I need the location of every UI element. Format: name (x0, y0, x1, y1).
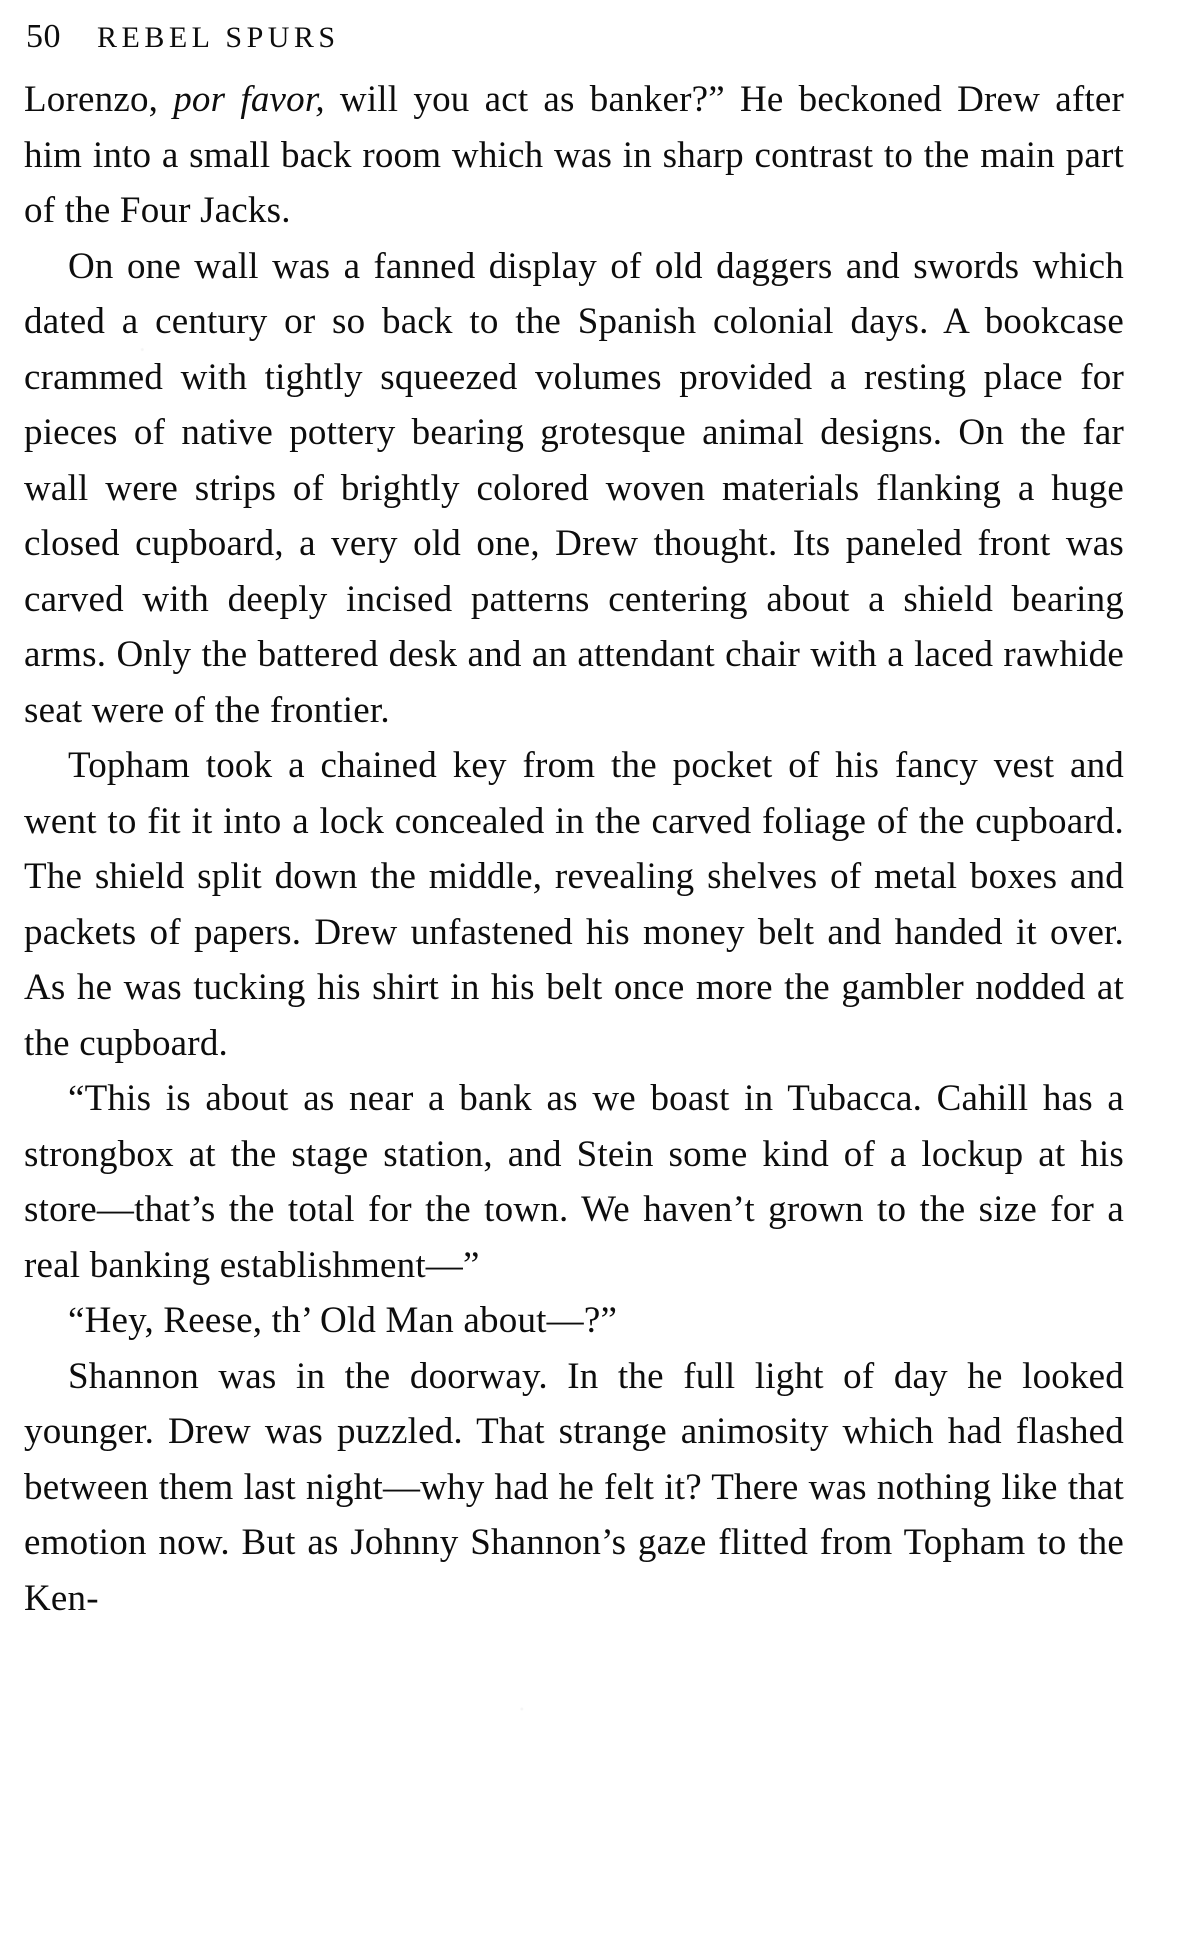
text-run: Shannon was in the doorway. In the full light of day he looked younger. Drew was puzzled. That strange animosity which had flashed between them last night—why had he felt it? There was nothing like that emotion now. But as Johnny Shannon’s gaze flitted from Topham to the Ken- (24, 1355, 1124, 1619)
paragraph (24, 1349, 1124, 1627)
paragraph (24, 1293, 1124, 1349)
text-run: Lorenzo, (24, 79, 174, 120)
body-text (22, 72, 1126, 1626)
paragraph (24, 738, 1124, 1071)
page-number: 50 (26, 18, 61, 55)
italic-phrase: por favor, (173, 79, 325, 120)
paragraph (24, 72, 1124, 239)
paragraph (24, 1071, 1124, 1293)
text-run: will you act as banker?” He beckoned Drew after him into a small back room which was in sharp contrast to the main part of the Four Jacks. (24, 79, 1124, 231)
text-run: “Hey, Reese, th’ Old Man about—?” (68, 1300, 618, 1341)
text-run: “This is about as near a bank as we boast in Tubacca. Cahill has a strongbox at the stage station, and Stein some kind of a lockup at his store—that’s the total for the town. We haven’t grown to the size for a real banking establishment—” (24, 1078, 1124, 1286)
text-run: On one wall was a fanned display of old daggers and swords which dated a century or so back to the Spanish colonial days. A bookcase crammed with tightly squeezed volumes provided a resting place for pieces of native pottery bearing grotesque animal designs. On the far wall were strips of brightly colored woven materials flanking a huge closed cupboard, a very old one, Drew thought. Its paneled front was carved with deeply incised patterns centering about a shield bearing arms. Only the battered desk and an attendant chair with a laced rawhide seat were of the frontier. (24, 245, 1124, 731)
text-run: Topham took a chained key from the pocket of his fancy vest and went to fit it into a lock concealed in the carved foliage of the cupboard. The shield split down the middle, revealing shelves of metal boxes and packets of papers. Drew unfastened his money belt and handed it over. As he was tucking his shirt in his belt once more the gambler nodded at the cupboard. (24, 745, 1124, 1064)
running-title: REBEL SPURS (97, 21, 340, 54)
running-head (22, 18, 1126, 56)
paragraph (24, 239, 1124, 739)
